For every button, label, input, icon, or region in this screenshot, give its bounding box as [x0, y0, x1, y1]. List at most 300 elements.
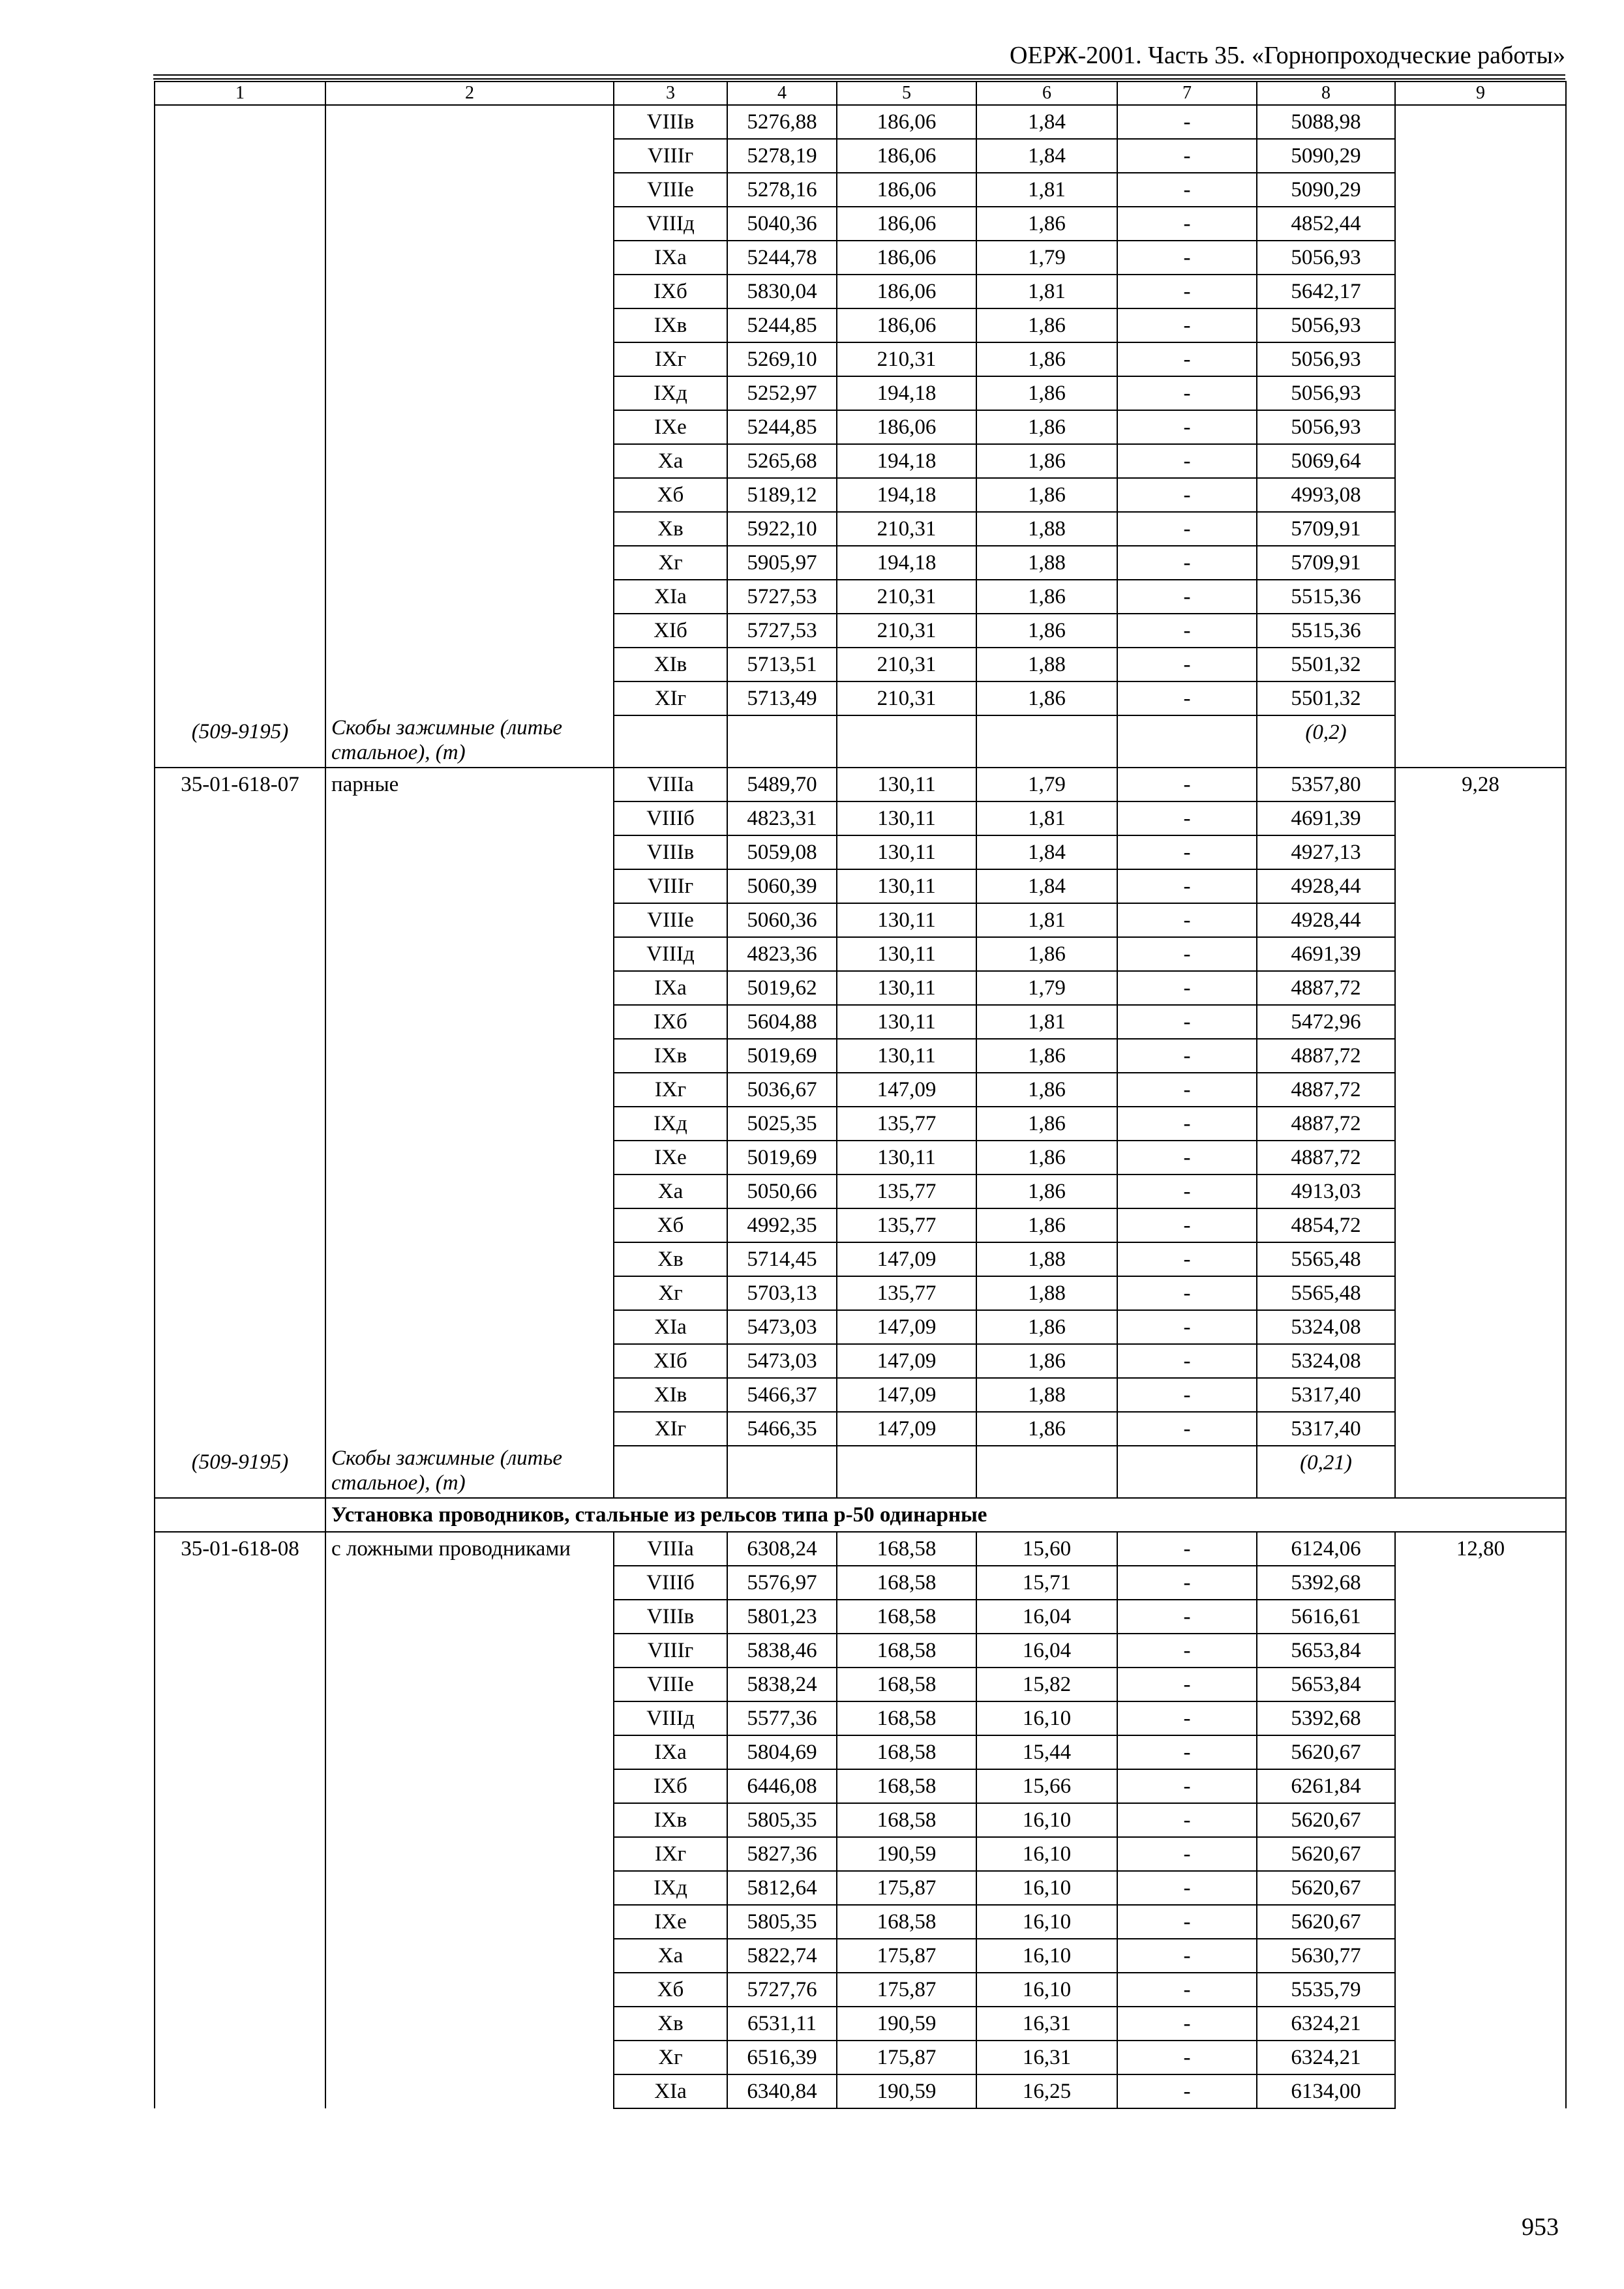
col9-cell — [1395, 2007, 1566, 2041]
value-cell: VIIIa — [614, 768, 727, 801]
value-cell: 5056,93 — [1257, 342, 1395, 376]
value-cell: Xв — [614, 1242, 727, 1276]
value-cell: 186,06 — [837, 410, 976, 444]
value-cell: 5827,36 — [727, 1837, 837, 1871]
value-cell: - — [1117, 1412, 1257, 1446]
work-name-cell — [325, 512, 614, 546]
col9-cell — [1395, 2074, 1566, 2108]
value-cell: - — [1117, 1803, 1257, 1837]
value-cell: 6134,00 — [1257, 2074, 1395, 2108]
value-cell: 147,09 — [837, 1412, 976, 1446]
value-cell: 6531,11 — [727, 2007, 837, 2041]
rate-code-cell — [155, 1939, 325, 1973]
rate-code-cell — [155, 275, 325, 308]
material-qty-cell: (0,21) — [1257, 1446, 1395, 1498]
value-cell: IXг — [614, 342, 727, 376]
value-cell: 1,84 — [976, 835, 1117, 869]
value-cell: IXб — [614, 275, 727, 308]
value-cell: 130,11 — [837, 835, 976, 869]
table-row — [155, 1208, 1566, 1242]
work-name-cell — [325, 1634, 614, 1668]
value-cell: - — [1117, 1634, 1257, 1668]
value-cell: 16,04 — [976, 1600, 1117, 1634]
value-cell: 210,31 — [837, 342, 976, 376]
value-cell: - — [1117, 1242, 1257, 1276]
value-cell: IXг — [614, 1837, 727, 1871]
value-cell: IXa — [614, 241, 727, 275]
work-name-cell — [325, 2074, 614, 2108]
material-name-cell: Скобы зажимные (литье стальное), (т) — [325, 715, 614, 768]
col9-cell — [1395, 681, 1566, 715]
value-cell: - — [1117, 241, 1257, 275]
value-cell: - — [1117, 681, 1257, 715]
value-cell: 15,66 — [976, 1769, 1117, 1803]
table-row — [155, 1566, 1566, 1600]
value-cell: 4993,08 — [1257, 478, 1395, 512]
value-cell: 175,87 — [837, 1939, 976, 1973]
table-row — [155, 1600, 1566, 1634]
value-cell: - — [1117, 1871, 1257, 1905]
value-cell: 5565,48 — [1257, 1276, 1395, 1310]
rate-code-cell — [155, 173, 325, 207]
col-number: 6 — [976, 82, 1117, 105]
rate-code-cell — [155, 105, 325, 139]
rate-code-cell — [155, 241, 325, 275]
col9-cell — [1395, 1412, 1566, 1446]
value-cell: 168,58 — [837, 1769, 976, 1803]
rate-code-cell — [155, 614, 325, 648]
value-cell: 5040,36 — [727, 207, 837, 241]
work-name-cell — [325, 1039, 614, 1073]
value-cell: 5604,88 — [727, 1005, 837, 1039]
value-cell: XIв — [614, 648, 727, 681]
table-row — [155, 1174, 1566, 1208]
value-cell: 5392,68 — [1257, 1701, 1395, 1735]
material-code-cell: (509-9195) — [155, 715, 325, 768]
rate-code-cell — [155, 1566, 325, 1600]
value-cell: 16,31 — [976, 2041, 1117, 2074]
value-cell: - — [1117, 1532, 1257, 1566]
value-cell: 5019,69 — [727, 1141, 837, 1174]
value-cell: 5392,68 — [1257, 1566, 1395, 1600]
work-name-cell — [325, 1141, 614, 1174]
value-cell: 5501,32 — [1257, 681, 1395, 715]
value-cell: - — [1117, 1208, 1257, 1242]
value-cell: 4928,44 — [1257, 903, 1395, 937]
value-cell: 1,81 — [976, 173, 1117, 207]
work-name-cell — [325, 105, 614, 139]
value-cell: 1,86 — [976, 478, 1117, 512]
col9-cell — [1395, 1141, 1566, 1174]
value-cell: 147,09 — [837, 1310, 976, 1344]
value-cell: 5019,69 — [727, 1039, 837, 1073]
value-cell: 168,58 — [837, 1532, 976, 1566]
value-cell: 1,88 — [976, 546, 1117, 580]
rate-code-cell — [155, 1701, 325, 1735]
table-row — [155, 1073, 1566, 1107]
work-name-cell — [325, 1871, 614, 1905]
value-cell: VIIIe — [614, 903, 727, 937]
col-number: 1 — [155, 82, 325, 105]
value-cell: 5489,70 — [727, 768, 837, 801]
rate-code-cell — [155, 1735, 325, 1769]
value-cell: 5630,77 — [1257, 1939, 1395, 1973]
rate-code-cell — [155, 1174, 325, 1208]
value-cell: 4928,44 — [1257, 869, 1395, 903]
value-cell: 5576,97 — [727, 1566, 837, 1600]
rate-code-cell — [155, 512, 325, 546]
value-cell: 1,81 — [976, 801, 1117, 835]
value-cell: - — [1117, 869, 1257, 903]
value-cell: - — [1117, 1141, 1257, 1174]
value-cell: 130,11 — [837, 768, 976, 801]
value-cell: 1,86 — [976, 1141, 1117, 1174]
table-row — [155, 173, 1566, 207]
value-cell: 5515,36 — [1257, 614, 1395, 648]
value-cell: IXб — [614, 1005, 727, 1039]
work-name-cell — [325, 376, 614, 410]
value-cell: 4823,31 — [727, 801, 837, 835]
value-cell: 4887,72 — [1257, 1073, 1395, 1107]
col9-cell — [1395, 648, 1566, 681]
table-row — [155, 1005, 1566, 1039]
value-cell: 6516,39 — [727, 2041, 837, 2074]
value-cell: 130,11 — [837, 1005, 976, 1039]
value-cell: 1,84 — [976, 869, 1117, 903]
empty-cell — [1117, 715, 1257, 768]
work-name-cell — [325, 1837, 614, 1871]
table-row — [155, 2041, 1566, 2074]
work-name-cell — [325, 1668, 614, 1701]
work-name-cell — [325, 835, 614, 869]
value-cell: - — [1117, 971, 1257, 1005]
table-row — [155, 1378, 1566, 1412]
col-number: 5 — [837, 82, 976, 105]
value-cell: 1,86 — [976, 1107, 1117, 1141]
value-cell: Xa — [614, 444, 727, 478]
col9-cell — [1395, 308, 1566, 342]
rate-code-cell — [155, 1871, 325, 1905]
col9-cell — [1395, 241, 1566, 275]
value-cell: 4852,44 — [1257, 207, 1395, 241]
rate-code-cell — [155, 1378, 325, 1412]
value-cell: 5069,64 — [1257, 444, 1395, 478]
value-cell: 5019,62 — [727, 971, 837, 1005]
value-cell: 135,77 — [837, 1107, 976, 1141]
value-cell: XIa — [614, 1310, 727, 1344]
rate-code-cell — [155, 139, 325, 173]
col9-cell — [1395, 2041, 1566, 2074]
work-name-cell — [325, 1208, 614, 1242]
value-cell: XIг — [614, 681, 727, 715]
value-cell: 4992,35 — [727, 1208, 837, 1242]
work-name-cell — [325, 478, 614, 512]
value-cell: VIIIд — [614, 937, 727, 971]
value-cell: - — [1117, 410, 1257, 444]
col9-cell — [1395, 1973, 1566, 2007]
value-cell: 5278,16 — [727, 173, 837, 207]
value-cell: Xб — [614, 478, 727, 512]
material-code-cell: (509-9195) — [155, 1446, 325, 1498]
value-cell: 1,79 — [976, 768, 1117, 801]
value-cell: 5838,24 — [727, 1668, 837, 1701]
rate-code-cell — [155, 2041, 325, 2074]
value-cell: 1,86 — [976, 937, 1117, 971]
work-name-cell — [325, 1310, 614, 1344]
work-name-cell — [325, 1344, 614, 1378]
rate-code-cell — [155, 1208, 325, 1242]
work-name-cell — [325, 903, 614, 937]
col-number: 4 — [727, 82, 837, 105]
empty-cell — [727, 1446, 837, 1498]
work-name-cell — [325, 2007, 614, 2041]
table-row — [155, 580, 1566, 614]
value-cell: XIa — [614, 580, 727, 614]
value-cell: 6261,84 — [1257, 1769, 1395, 1803]
col9-cell — [1395, 1174, 1566, 1208]
page-number: 953 — [1522, 2213, 1559, 2241]
value-cell: 5727,76 — [727, 1973, 837, 2007]
work-name-cell — [325, 1566, 614, 1600]
work-name-cell — [325, 2041, 614, 2074]
value-cell: 186,06 — [837, 275, 976, 308]
value-cell: 5905,97 — [727, 546, 837, 580]
value-cell: Xг — [614, 1276, 727, 1310]
value-cell: 5714,45 — [727, 1242, 837, 1276]
value-cell: 5036,67 — [727, 1073, 837, 1107]
value-cell: 186,06 — [837, 105, 976, 139]
value-cell: - — [1117, 801, 1257, 835]
col9-cell — [1395, 1073, 1566, 1107]
value-cell: - — [1117, 207, 1257, 241]
rate-code-cell — [155, 835, 325, 869]
work-name-cell — [325, 139, 614, 173]
table-row — [155, 1310, 1566, 1344]
value-cell: 5244,78 — [727, 241, 837, 275]
col9-cell — [1395, 869, 1566, 903]
value-cell: Xв — [614, 512, 727, 546]
rate-code-cell — [155, 1141, 325, 1174]
rate-code-cell — [155, 1803, 325, 1837]
col9-cell — [1395, 1276, 1566, 1310]
value-cell: 5653,84 — [1257, 1634, 1395, 1668]
table-row — [155, 1141, 1566, 1174]
table-row — [155, 1344, 1566, 1378]
value-cell: 1,84 — [976, 105, 1117, 139]
value-cell: - — [1117, 1107, 1257, 1141]
value-cell: 186,06 — [837, 308, 976, 342]
rate-code-cell — [155, 1837, 325, 1871]
value-cell: IXe — [614, 1141, 727, 1174]
value-cell: 16,10 — [976, 1939, 1117, 1973]
work-name-cell — [325, 648, 614, 681]
value-cell: 16,10 — [976, 1871, 1117, 1905]
value-cell: 5515,36 — [1257, 580, 1395, 614]
value-cell: 16,10 — [976, 1701, 1117, 1735]
col9-cell — [1395, 835, 1566, 869]
value-cell: 5060,36 — [727, 903, 837, 937]
value-cell: 4913,03 — [1257, 1174, 1395, 1208]
col9-cell — [1395, 1939, 1566, 1973]
table-row — [155, 768, 1566, 801]
table-row — [155, 801, 1566, 835]
value-cell: 15,71 — [976, 1566, 1117, 1600]
value-cell: IXд — [614, 376, 727, 410]
table-row — [155, 2074, 1566, 2108]
value-cell: IXe — [614, 410, 727, 444]
value-cell: 5472,96 — [1257, 1005, 1395, 1039]
value-cell: - — [1117, 768, 1257, 801]
rate-code-cell — [155, 444, 325, 478]
value-cell: 1,88 — [976, 1276, 1117, 1310]
value-cell: 16,25 — [976, 2074, 1117, 2108]
value-cell: 5252,97 — [727, 376, 837, 410]
empty-cell — [727, 715, 837, 768]
rate-code-cell — [155, 1107, 325, 1141]
value-cell: 5278,19 — [727, 139, 837, 173]
value-cell: 5922,10 — [727, 512, 837, 546]
value-cell: 147,09 — [837, 1378, 976, 1412]
value-cell: IXa — [614, 971, 727, 1005]
value-cell: 5812,64 — [727, 1871, 837, 1905]
value-cell: 5642,17 — [1257, 275, 1395, 308]
value-cell: 130,11 — [837, 801, 976, 835]
value-cell: 5804,69 — [727, 1735, 837, 1769]
table-row — [155, 1242, 1566, 1276]
value-cell: 6324,21 — [1257, 2041, 1395, 2074]
col9-cell — [1395, 1378, 1566, 1412]
work-name-cell — [325, 207, 614, 241]
col-number: 9 — [1395, 82, 1566, 105]
value-cell: 1,86 — [976, 1174, 1117, 1208]
work-name-cell — [325, 681, 614, 715]
col9-cell — [1395, 1837, 1566, 1871]
value-cell: 5653,84 — [1257, 1668, 1395, 1701]
value-cell: 194,18 — [837, 376, 976, 410]
value-cell: 1,86 — [976, 410, 1117, 444]
work-name-cell — [325, 1005, 614, 1039]
value-cell: 1,86 — [976, 308, 1117, 342]
col9-cell — [1395, 1039, 1566, 1073]
col-number: 8 — [1257, 82, 1395, 105]
value-cell: 168,58 — [837, 1905, 976, 1939]
value-cell: 5620,67 — [1257, 1905, 1395, 1939]
rate-code-cell — [155, 546, 325, 580]
col9-cell — [1395, 801, 1566, 835]
value-cell: 168,58 — [837, 1735, 976, 1769]
value-cell: 5620,67 — [1257, 1837, 1395, 1871]
rate-code-cell: 35-01-618-08 — [155, 1532, 325, 1566]
value-cell: VIIIв — [614, 105, 727, 139]
value-cell: 6308,24 — [727, 1532, 837, 1566]
table-row — [155, 614, 1566, 648]
table-row — [155, 207, 1566, 241]
rate-code-cell — [155, 580, 325, 614]
table-row — [155, 410, 1566, 444]
col9-cell — [1395, 1769, 1566, 1803]
value-cell: XIб — [614, 614, 727, 648]
empty-cell — [976, 1446, 1117, 1498]
work-name-cell — [325, 869, 614, 903]
rate-code-cell — [155, 648, 325, 681]
empty-cell — [976, 715, 1117, 768]
material-qty-cell: (0,2) — [1257, 715, 1395, 768]
value-cell: 4887,72 — [1257, 1107, 1395, 1141]
work-name-cell — [325, 275, 614, 308]
table-row — [155, 1837, 1566, 1871]
work-name-cell — [325, 937, 614, 971]
rate-code-cell — [155, 376, 325, 410]
table-row — [155, 903, 1566, 937]
value-cell: 1,81 — [976, 1005, 1117, 1039]
value-cell: 16,10 — [976, 1803, 1117, 1837]
value-cell: - — [1117, 1905, 1257, 1939]
value-cell: 5805,35 — [727, 1803, 837, 1837]
value-cell: 130,11 — [837, 869, 976, 903]
work-name-cell — [325, 1107, 614, 1141]
value-cell: 5056,93 — [1257, 376, 1395, 410]
value-cell: 1,86 — [976, 1344, 1117, 1378]
value-cell: - — [1117, 648, 1257, 681]
value-cell: 135,77 — [837, 1208, 976, 1242]
value-cell: 16,04 — [976, 1634, 1117, 1668]
value-cell: 15,60 — [976, 1532, 1117, 1566]
table-row — [155, 971, 1566, 1005]
value-cell: 175,87 — [837, 2041, 976, 2074]
value-cell: 16,10 — [976, 1905, 1117, 1939]
value-cell: 210,31 — [837, 580, 976, 614]
value-cell: 5801,23 — [727, 1600, 837, 1634]
col9-cell — [1395, 715, 1566, 768]
rate-code-cell — [155, 1242, 325, 1276]
value-cell: 5620,67 — [1257, 1803, 1395, 1837]
rate-code-cell — [155, 1344, 325, 1378]
rate-code-cell — [155, 971, 325, 1005]
value-cell: 16,10 — [976, 1973, 1117, 2007]
value-cell: 210,31 — [837, 648, 976, 681]
work-name-cell — [325, 410, 614, 444]
price-table — [154, 81, 1567, 2109]
value-cell: Xг — [614, 2041, 727, 2074]
value-cell: 175,87 — [837, 1871, 976, 1905]
col9-cell — [1395, 173, 1566, 207]
value-cell: Xa — [614, 1174, 727, 1208]
col9-cell — [1395, 512, 1566, 546]
value-cell: 190,59 — [837, 1837, 976, 1871]
col9-cell — [1395, 580, 1566, 614]
work-name-cell — [325, 173, 614, 207]
col-number: 7 — [1117, 82, 1257, 105]
value-cell: - — [1117, 614, 1257, 648]
value-cell: 5060,39 — [727, 869, 837, 903]
col9-cell — [1395, 275, 1566, 308]
rate-code-cell — [155, 1412, 325, 1446]
work-name-cell — [325, 971, 614, 1005]
value-cell: 5822,74 — [727, 1939, 837, 1973]
table-row — [155, 835, 1566, 869]
table-body — [155, 82, 1566, 2108]
value-cell: IXa — [614, 1735, 727, 1769]
value-cell: 135,77 — [837, 1174, 976, 1208]
value-cell: 5709,91 — [1257, 546, 1395, 580]
value-cell: IXe — [614, 1905, 727, 1939]
rate-code-cell — [155, 1769, 325, 1803]
col9-cell — [1395, 478, 1566, 512]
value-cell: 1,86 — [976, 614, 1117, 648]
col9-cell — [1395, 1905, 1566, 1939]
value-cell: VIIIб — [614, 801, 727, 835]
value-cell: 5090,29 — [1257, 139, 1395, 173]
